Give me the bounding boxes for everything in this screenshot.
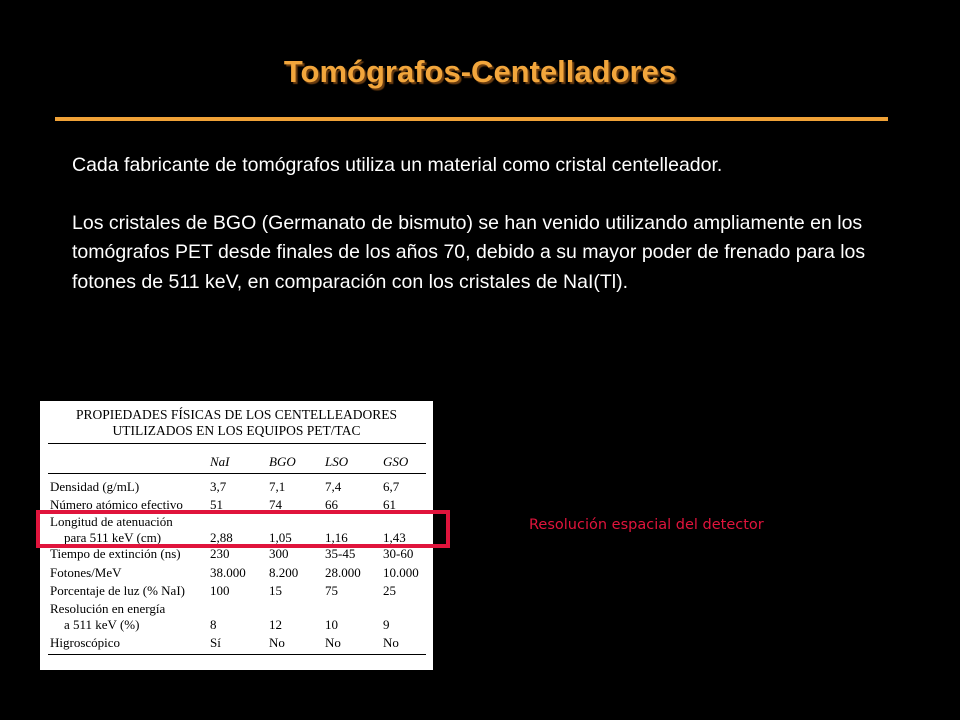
slide-title: Tomógrafos-Centelladores xyxy=(283,54,677,89)
cell: 25 xyxy=(383,583,396,598)
table-rule-top xyxy=(48,443,426,444)
header-lso: LSO xyxy=(325,454,349,469)
row-label: Densidad (g/mL) xyxy=(50,479,140,494)
row-label: Higroscópico xyxy=(50,635,121,650)
cell: 2,88 xyxy=(210,530,233,545)
cell: 8 xyxy=(210,617,217,632)
body-text xyxy=(72,151,872,325)
cell: 38.000 xyxy=(210,565,246,580)
cell: Sí xyxy=(210,635,221,650)
cell: 1,05 xyxy=(269,530,292,545)
cell: 30-60 xyxy=(383,546,414,561)
cell: 7,1 xyxy=(269,479,286,494)
cell: No xyxy=(383,635,399,650)
table-rule-header xyxy=(48,473,426,474)
cell: 7,4 xyxy=(325,479,342,494)
row-label: Número atómico efectivo xyxy=(50,497,183,512)
cell: 3,7 xyxy=(210,479,227,494)
cell: 300 xyxy=(269,546,289,561)
table-title-line-1: PROPIEDADES FÍSICAS DE LOS CENTELLEADORES xyxy=(75,407,398,422)
table-title xyxy=(40,407,433,439)
cell: 74 xyxy=(269,497,282,512)
cell: 8.200 xyxy=(269,565,299,580)
cell: 35-45 xyxy=(325,546,356,561)
row-label: Longitud de atenuación xyxy=(50,514,173,529)
cell: 66 xyxy=(325,497,338,512)
cell: 6,7 xyxy=(383,479,400,494)
cell: No xyxy=(325,635,341,650)
cell: 10.000 xyxy=(383,565,419,580)
row-label: a 511 keV (%) xyxy=(64,617,140,632)
cell: 9 xyxy=(383,617,390,632)
cell: No xyxy=(269,635,285,650)
cell: 100 xyxy=(210,583,230,598)
cell: 51 xyxy=(210,497,223,512)
cell: 1,16 xyxy=(325,530,348,545)
cell: 15 xyxy=(269,583,282,598)
cell: 12 xyxy=(269,617,282,632)
row-label: para 511 keV (cm) xyxy=(64,530,162,545)
row-label: Porcentaje de luz (% NaI) xyxy=(50,583,185,598)
table-rule-bottom xyxy=(48,654,426,655)
row-label: Resolución en energía xyxy=(50,601,166,616)
paragraph-1: Cada fabricante de tomógrafos utiliza un material como cristal centelleador. xyxy=(72,154,723,176)
paragraph-2: Los cristales de BGO (Germanato de bismuto) se han venido utilizando ampliamente en los tomógrafos PET desde finales de los años 70, debido a su mayor poder de frenado para los fotones de 511 keV, en comparación con los cristales de NaI(Tl). xyxy=(72,211,866,293)
row-label: Tiempo de extinción (ns) xyxy=(50,546,181,561)
cell: 230 xyxy=(210,546,230,561)
annotation-label: Resolución espacial del detector xyxy=(529,517,764,533)
header-gso: GSO xyxy=(383,454,409,469)
header-bgo: BGO xyxy=(269,454,296,469)
title-underline xyxy=(55,117,888,121)
cell: 28.000 xyxy=(325,565,361,580)
highlight-box xyxy=(36,510,450,548)
cell: 1,43 xyxy=(383,530,406,545)
cell: 61 xyxy=(383,497,396,512)
table-title-line-2: UTILIZADOS EN LOS EQUIPOS PET/TAC xyxy=(112,423,361,438)
row-label: Fotones/MeV xyxy=(50,565,122,580)
cell: 75 xyxy=(325,583,338,598)
header-nai: NaI xyxy=(210,454,230,469)
cell: 10 xyxy=(325,617,338,632)
